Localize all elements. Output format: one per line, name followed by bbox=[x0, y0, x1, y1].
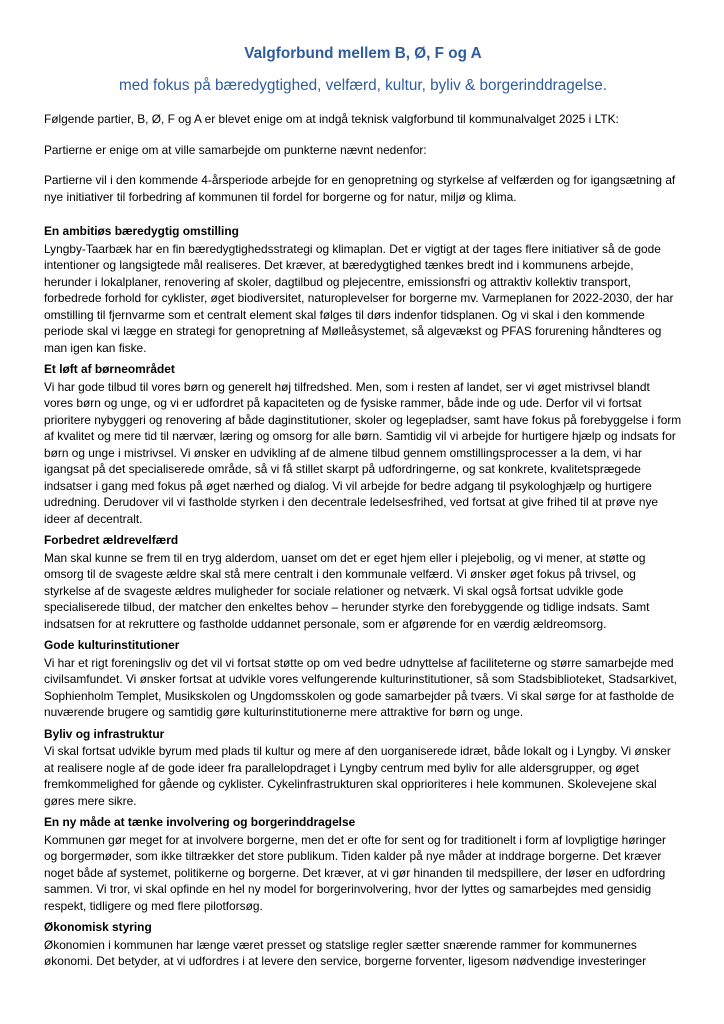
section-body: Vi har et rigt foreningsliv og det vil vi fortsat støtte op om ved bedre udnyttelse af faciliteterne og større samarbejde med civilsamfundet. Vi ønsker fortsat at udvikle vores velfungerende kulturinstitutioner, så som Stadsbiblioteket, Stadsarkivet, Sophienholm Templet, Musikskolen og Ungdomsskolen og gode samarbejder på tværs. Vi skal sørge for at fastholde de nuværende brugere og samtidig gøre kulturinstitutionerne mere attraktive for børn og unge. bbox=[44, 655, 677, 719]
section-body: Økonomien i kommunen har længe været presset og statslige regler sætter snærende rammer for kommunernes økonomi. Det betyder, at vi udfordres i at levere den service, borgerne forventer, ligesom nødvendige investeringer bbox=[44, 937, 647, 968]
section-heading: En ambitiøs bæredygtig omstilling bbox=[44, 224, 239, 238]
section-heading: Forbedret ældrevelfærd bbox=[44, 533, 179, 547]
section-culture bbox=[44, 637, 682, 721]
section-heading: Økonomisk styring bbox=[44, 920, 152, 934]
section-body: Lyngby-Taarbæk har en fin bæredygtighedsstrategi og klimaplan. Det er vigtigt at der tages flere initiativer så de gode intentioner og langsigtede mål realiseres. Det kræver, at bæredygtighed tænkes bredt ind i kommunens arbejde, herunder i lokalplaner, renovering af skoler, dagtilbud og plejecentre, emissionsfri og attraktiv kollektiv transport, forbedrede forhold for cyklister, øget biodiversitet, naturoplevelser for borgerne mv. Varmeplanen for 2022-2030, der har omstilling til fjernvarme som et centralt element skal følges til dørs indenfor tidsplanen. Og vi skal i den kommende periode skal vi lægge en strategi for genopretning af Mølleåsystemet, så algevækst og PFAS forurening håndteres og man igen kan fiske. bbox=[44, 241, 674, 355]
section-body: Kommunen gør meget for at involvere borgerne, men det er ofte for sent og for traditionelt i form af lovpligtige høringer og borgermøder, som ikke tiltrækker det store publikum. Tiden kalder på nye måder at inddrage borgerne. Det kræver noget både af systemet, politikerne og borgerne. Det kræver, at vi gør hinanden til medspillere, der løser en udfordring sammen. Vi tror, vi skal opfinde en hel ny model for borgerinvolvering, hvor der lyttes og samarbejdes med gensidig respekt, tidligere og med flere pilotforsøg. bbox=[44, 832, 666, 913]
document-subtitle: med fokus på bæredygtighed, velfærd, kultur, byliv & borgerinddragelse. bbox=[118, 77, 608, 94]
intro-paragraph: Partierne vil i den kommende 4-årsperiode arbejde for en genopretning og styrkelse af velfærden og for igangsætning af nye initiativer til forbedring af kommunen til fordel for borgerne og for natur, miljø og klima. bbox=[44, 173, 676, 204]
section-children bbox=[44, 361, 682, 527]
section-heading: Gode kulturinstitutioner bbox=[44, 638, 180, 652]
section-heading: Et løft af børneområdet bbox=[44, 362, 175, 376]
section-heading: Byliv og infrastruktur bbox=[44, 726, 165, 741]
section-citizen-involvement bbox=[44, 814, 682, 914]
section-urban-life bbox=[44, 726, 682, 810]
section-body: Vi har gode tilbud til vores børn og generelt høj tilfredshed. Men, som i resten af landet, ser vi øget mistrivsel blandt vores børn og unge, og vi er udfordret på kapaciteten og de fysiske rammer, både inde og ude. Derfor vil vi fortsat prioritere nybyggeri og renovering af både daginstitutioner, skoler og legepladser, samt have fokus på forebyggelse i form af kvalitet og mere tid til nærvær, læring og omsorg for alle børn. Samtidig vil vi arbejde for hurtigere hjælp og indsats for børn og unge i mistrivsel. Vi ønsker en udvikling af de almene tilbud gennem omstillingsprocesser a la dem, vi har igangsat på det specialiserede område, så vi få stillet skarpt på udfordringerne, og sat konkrete, kvalitetsprægede indsatser i gang med fokus på øget nærhed og dialog. Vi vil arbejde for bedre adgang til psykologhjælp og hurtigere udredning. Derudover vil vi fastholde styrken i den decentrale ledelsesfrihed, ved fortsat at give frihed til at prøve nye ideer af decentralt. bbox=[44, 379, 682, 526]
intro-paragraph: Partierne er enige om at ville samarbejde om punkterne nævnt nedenfor: bbox=[44, 142, 427, 157]
intro-paragraph: Følgende partier, B, Ø, F og A er blevet enige om at indgå teknisk valgforbund til kommunalvalget 2025 i LTK: bbox=[44, 112, 619, 126]
section-body: Man skal kunne se frem til en tryg alderdom, uanset om det er eget hjem eller i plejebolig, og vi mener, at støtte og omsorg til de svageste ældre skal stå mere centralt i den kommunale velfærd. Vi ønsker øget fokus på trivsel, og styrkelse af de svageste ældres muligheder for sociale relationer og netværk. Vi skal også fortsat udvikle gode specialiserede tilbud, der matcher den enkeltes behov – herunder styrke den forebyggende og tidlige indsats. Samt indsatsen for at rekruttere og fastholde uddannet personale, som er afgørende for en værdig ældreomsorg. bbox=[44, 550, 650, 631]
section-heading: En ny måde at tænke involvering og borgerinddragelse bbox=[44, 815, 356, 829]
section-economy bbox=[44, 919, 682, 970]
document-title: Valgforbund mellem B, Ø, F og A bbox=[244, 45, 482, 62]
section-body: Vi skal fortsat udvikle byrum med plads til kultur og mere af den uorganiserede idræt, både lokalt og i Lyngby. Vi ønsker at realisere nogle af de gode ideer fra parallelopdraget i Lyngby centrum med byliv for alle aldersgrupper, og øget fremkommelighed for gående og cyklister. Cykelinfrastrukturen skal opprioriteres i hele kommunen. Skolevejene skal gøres mere sikre. bbox=[44, 744, 671, 808]
section-sustainability bbox=[44, 223, 682, 356]
section-elderly-care bbox=[44, 532, 682, 632]
